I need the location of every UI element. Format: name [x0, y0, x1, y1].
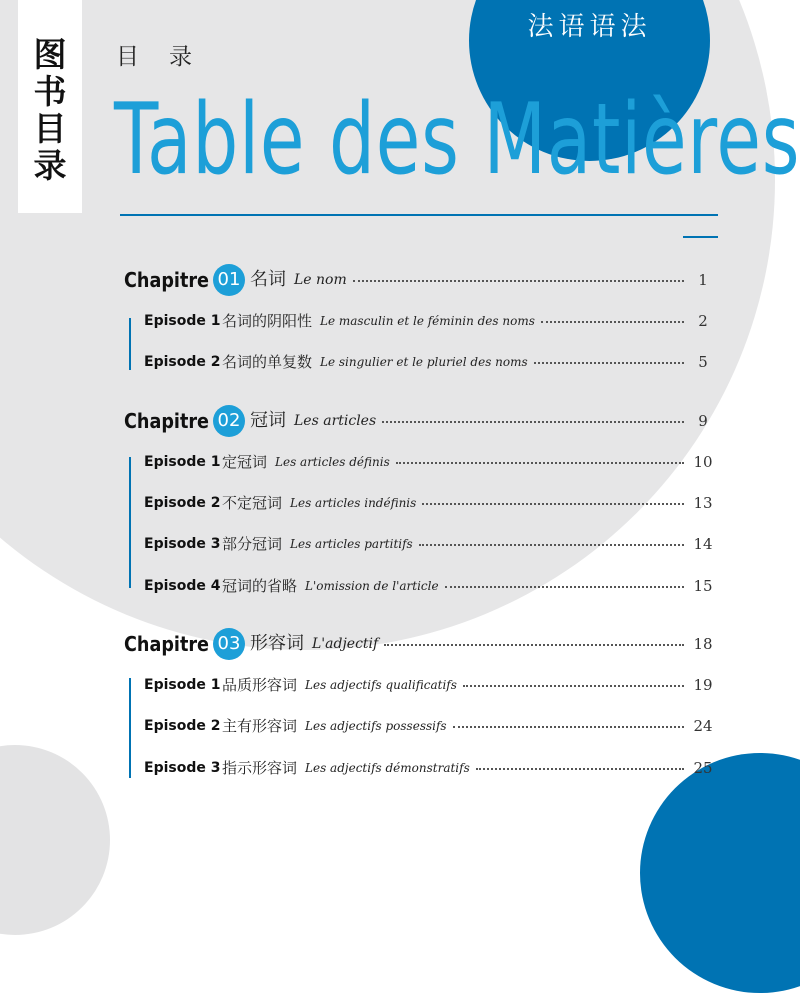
dot-leader: [353, 280, 684, 282]
episode-title-french: Les adjectifs démonstratifs: [305, 761, 470, 775]
page-title-chinese: 目录: [116, 44, 222, 70]
page-number: 24: [693, 717, 713, 735]
decorative-circle-bottom-right: [640, 753, 800, 993]
dot-leader: [419, 544, 684, 546]
episode-label: Episode 2: [144, 495, 221, 511]
page-number: 9: [698, 412, 708, 430]
episode-title-chinese: 指示形容词: [222, 759, 298, 777]
episode-group-bar: [129, 457, 131, 588]
chapter-entry[interactable]: [0, 407, 800, 435]
side-tag-char: 书: [33, 72, 67, 111]
page-number: 13: [693, 494, 713, 512]
episode-title-chinese: 主有形容词: [222, 717, 298, 735]
page-number: 14: [693, 535, 713, 553]
dot-leader: [453, 726, 684, 728]
chapter-label: Chapitre: [124, 632, 209, 656]
series-title: 法语语法: [527, 12, 652, 42]
side-tag-char: 图: [33, 35, 67, 74]
page-number: 5: [698, 353, 708, 371]
episode-title-chinese: 品质形容词: [222, 676, 298, 694]
page-number: 25: [693, 759, 713, 777]
episode-title-french: Les adjectifs qualificatifs: [305, 678, 457, 692]
episode-label: Episode 4: [144, 578, 221, 594]
episode-title-chinese: 名词的单复数: [222, 353, 313, 371]
chapter-title-french: L'adjectif: [312, 636, 379, 652]
chapter-entry[interactable]: [0, 630, 800, 658]
page-number: 2: [698, 312, 708, 330]
page-number: 19: [693, 676, 713, 694]
chapter-entry[interactable]: [0, 266, 800, 294]
chapter-title-french: Le nom: [294, 272, 347, 288]
dot-leader: [541, 321, 684, 323]
episode-title-french: Le singulier et le pluriel des noms: [320, 355, 528, 369]
side-tag: [18, 0, 82, 213]
chapter-title-chinese: 名词: [250, 269, 286, 290]
episode-title-french: Les adjectifs possessifs: [305, 719, 447, 733]
page-title: Table des Matières: [114, 83, 800, 197]
episode-title-chinese: 部分冠词: [222, 535, 283, 553]
page-number: 1: [698, 271, 708, 289]
episode-title-french: L'omission de l'article: [305, 579, 439, 593]
episode-label: Episode 1: [144, 313, 221, 329]
chapter-number-badge: 03: [213, 628, 245, 660]
dot-leader: [534, 362, 684, 364]
episode-entry[interactable]: [0, 671, 800, 699]
episode-entry[interactable]: [0, 754, 800, 782]
chapter-number-badge: 01: [213, 264, 245, 296]
episode-label: Episode 3: [144, 536, 221, 552]
episode-label: Episode 1: [144, 677, 221, 693]
chapter-title-chinese: 冠词: [250, 410, 286, 431]
dot-leader: [463, 685, 684, 687]
page-number: 15: [693, 577, 713, 595]
episode-title-chinese: 冠词的省略: [222, 577, 298, 595]
page-number: 10: [693, 453, 713, 471]
chapter-number-badge: 02: [213, 405, 245, 437]
title-divider: [120, 214, 718, 216]
episode-title-chinese: 不定冠词: [222, 494, 283, 512]
dot-leader: [396, 462, 684, 464]
episode-entry[interactable]: [0, 448, 800, 476]
side-tag-char: 录: [33, 146, 67, 185]
page-number: 18: [693, 635, 713, 653]
side-tag-char: 目: [33, 109, 67, 148]
episode-entry[interactable]: [0, 530, 800, 558]
dot-leader: [422, 503, 684, 505]
episode-entry[interactable]: [0, 572, 800, 600]
chapter-label: Chapitre: [124, 409, 209, 433]
episode-entry[interactable]: [0, 712, 800, 740]
dot-leader: [445, 586, 684, 588]
dot-leader: [476, 768, 684, 770]
episode-label: Episode 1: [144, 454, 221, 470]
dot-leader: [384, 644, 684, 646]
episode-title-french: Les articles définis: [275, 455, 390, 469]
chapter-label: Chapitre: [124, 268, 209, 292]
episode-entry[interactable]: [0, 307, 800, 335]
episode-label: Episode 3: [144, 760, 221, 776]
episode-label: Episode 2: [144, 718, 221, 734]
chapter-title-french: Les articles: [294, 413, 377, 429]
episode-title-french: Le masculin et le féminin des noms: [320, 314, 535, 328]
chapter-title-chinese: 形容词: [250, 633, 304, 654]
episode-title-chinese: 定冠词: [222, 453, 268, 471]
episode-label: Episode 2: [144, 354, 221, 370]
title-divider-short: [683, 236, 718, 238]
episode-title-chinese: 名词的阴阳性: [222, 312, 313, 330]
episode-title-french: Les articles partitifs: [290, 537, 413, 551]
episode-entry[interactable]: [0, 348, 800, 376]
episode-title-french: Les articles indéfinis: [290, 496, 417, 510]
episode-entry[interactable]: [0, 489, 800, 517]
dot-leader: [382, 421, 684, 423]
